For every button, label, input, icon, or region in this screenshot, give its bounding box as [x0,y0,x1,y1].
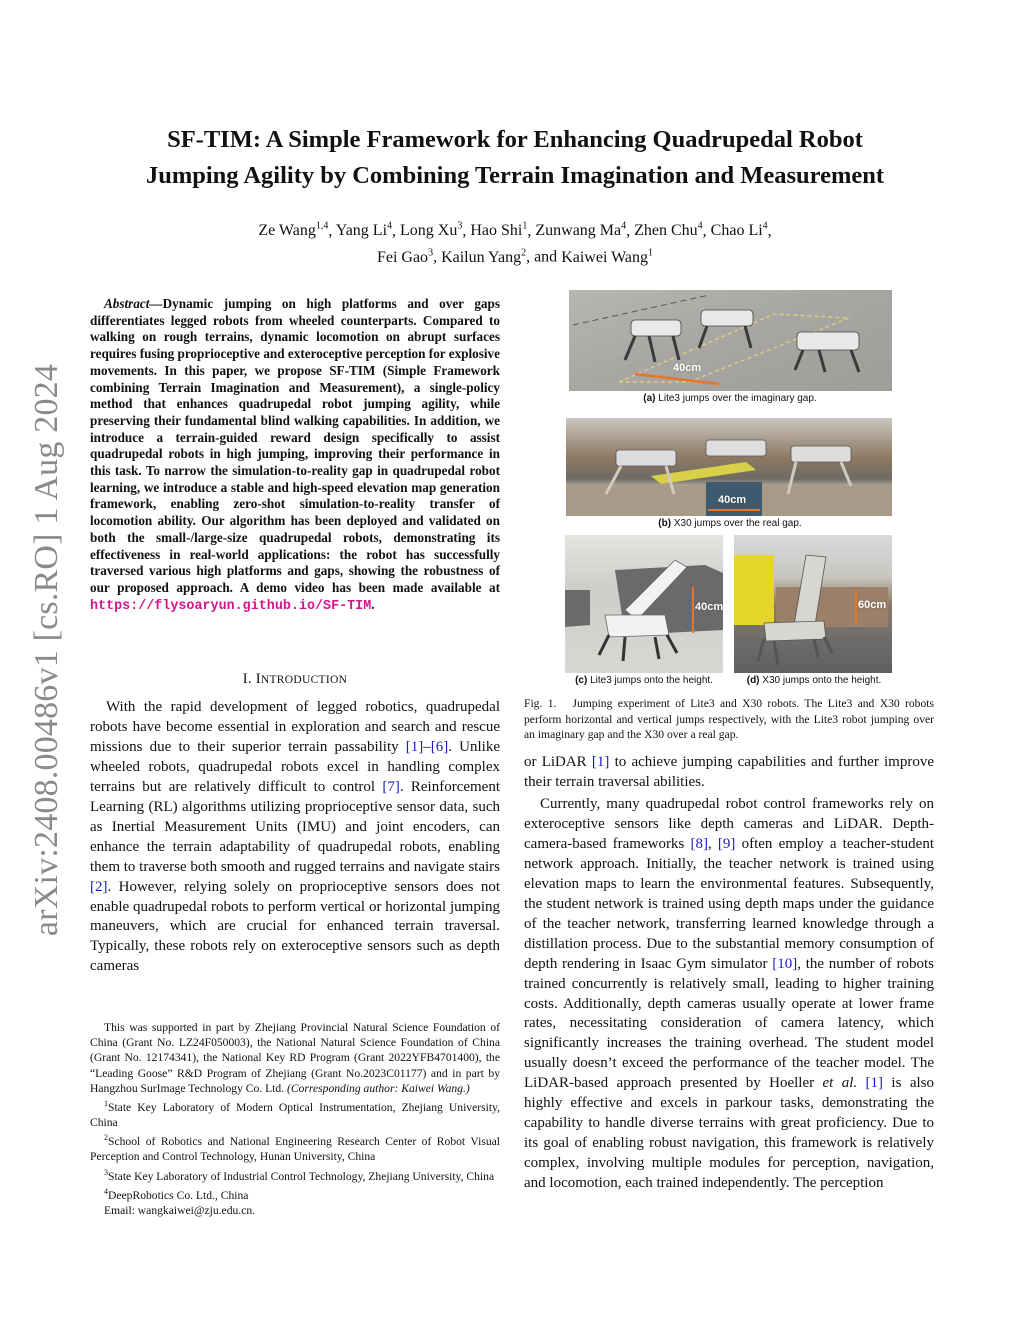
section-heading-introduction: I. INTRODUCTION [242,671,348,687]
figure-panel-d-image [734,535,892,673]
body-paragraph: or LiDAR [1] to achieve jumping capabilities and further improve their terrain traversal abilities. [524,754,934,790]
citation-link[interactable]: [8] [690,835,708,852]
gap-measurement-label: 40cm [718,494,747,506]
author: Yang Li$^4$ [335,221,393,240]
affiliation-note: $^3$State Key Laboratory of Industrial Control Technology, Zhejiang University, China [104,1167,495,1183]
affiliation-note: $^1$State Key Laboratory of Modern Optical Instrumentation, Zhejiang University, China [90,1099,500,1130]
author: Long Xu$^3$ [400,221,463,240]
body-paragraph: Currently, many quadrupedal robot control frameworks rely on exteroceptive sensors like depth cameras and LiDAR. Depth-camera-based frameworks [8], [9] often employ a teacher-student network approach. Initially, the teacher network is trained using elevation maps to learn the environmental features. Subsequently, the student network is trained using depth maps under the guidance of the teacher network, transferring learned knowledge through a distillation process. Due to the substantial memory consumption of depth rendering in Isaac Gym simulator [10], the number of robots trained concurrently is relatively small, leading to higher training costs. Additionally, depth cameras usually operate at lower frame rates, necessitating consideration of camera latency, which significantly increases the training overhead. The student model usually doesn’t exceed the performance of the teacher model. The LiDAR-based approach presented by Hoeller et al. [1] is also highly effective and excels in parkour tasks, demonstrating the capability to handle diverse terrains with great proficiency. Due to its goal of enabling robust navigation, this framework is relatively complex, involving multiple modules for perception, navigation, and locomotion, each trained independently. The perception [524,796,935,1192]
email-note: Email: wangkaiwei@zju.edu.cn. [104,1203,256,1217]
figure-panel-a-image [569,290,892,391]
abstract-label: Abstract— [104,296,163,311]
citation-link[interactable]: [10] [772,955,798,972]
arxiv-identifier: arXiv:2408.00486v1 [cs.RO] 1 Aug 2024 [28,363,65,937]
gap-measurement-label: 40cm [673,362,702,374]
figure-1-caption: Fig. 1. Jumping experiment of Lite3 and X30 robots. The Lite3 and X30 robots perform horizontal and vertical jumps respectively, with the Lite3 robot jumping over an imaginary gap and the X30 over a real gap. [524,697,934,741]
author: Zhen Chu$^4$ [634,221,703,240]
figure-panel-b-caption: (b) X30 jumps over the real gap. [658,518,802,529]
affiliation-note: $^4$DeepRobotics Co. Ltd., China [104,1186,249,1202]
figure-label: Fig. 1. [524,697,557,710]
citation-link[interactable]: [1] [865,1075,884,1092]
height-measurement-label: 60cm [858,599,887,611]
abstract: Abstract—Dynamic jumping on high platforms and over gaps differentiates legged robots from wheeled counterparts. Compared to walking on rough terrains, dynamic locomotion on abrupt surfaces requires fusing proprioceptive and exteroceptive perception for explosive movements. In this paper, we propose SF-TIM (Simple Framework combining Terrain Imagination and Measurement), a single-policy method that enhances quadrupedal robot jumping agility, while preserving their fundamental blind walking capabilities. In addition, we introduce a terrain-guided reward design specifically to assist quadrupedal robots in high jumping, improving their performance in this task. To narrow the simulation-to-reality gap in quadrupedal robot learning, we introduce a stable and high-speed elevation map generation framework, enabling zero-shot simulation-to-reality transfer of locomotion ability. Our algorithm has been deployed and validated on both the small-/large-size quadrupedal robots, demonstrating its effectiveness in real-world applications: the robot has successfully traversed various high platforms and gaps, showing the robustness of our proposed approach. A demo video has been made available at https://flysoaryun.github.io/SF-TIM. [90,296,500,614]
height-measurement-label: 40cm [695,601,723,613]
author: Kaiwei Wang$^1$ [561,247,654,266]
robot-jump-illustration-icon [569,290,892,391]
author: Zunwang Ma$^4$ [535,221,627,240]
introduction-paragraph: With the rapid development of legged robotics, quadrupedal robots have become essential in exploration and search and rescue missions due to their superior terrain passability [1]–[6]. Unlike wheeled robots, quadrupedal robots excel in handling complex terrains but are relatively difficult to control [7]. Reinforcement Learning (RL) algorithms utilizing proprioceptive sensor data, such as Inertial Measurement Units (IMU) and joint encoders, can enhance the terrain adaptability of quadrupedal robots, enabling them to traverse both smooth and rugged terrains and navigate stairs [2]. However, relying solely on proprioceptive sensors does not enable quadrupedal robots to perform vertical or horizontal jumping maneuvers, which are crucial for enhanced terrain traversal. Typically, these robots rely on exteroceptive sensors such as depth cameras [90,699,500,975]
citation-link[interactable]: [9] [717,835,736,852]
citation-link[interactable]: [1] [405,738,424,755]
demo-video-link[interactable]: https://flysoaryun.github.io/SF-TIM [90,598,372,614]
author: Chao Li$^4$ [710,221,768,240]
figure-panel-a-caption: (a) Lite3 jumps over the imaginary gap. [643,393,817,404]
figure-panel-c-caption: (c) Lite3 jumps onto the height. [575,675,713,686]
author: Hao Shi$^1$ [470,221,528,240]
arxiv-stamp [22,330,72,970]
author: Kailun Yang$^2$ [441,247,527,266]
abstract-text: Dynamic jumping on high platforms and over gaps differentiates legged robots from wheeled counterparts. Compared to walking on rough terrains, dynamic locomotion on abrupt surfaces requires fusing proprioceptive and exteroceptive perception for explosive movements. In this paper, we propose SF-TIM (Simple Framework combining Terrain Imagination and Measurement), a single-policy method that enhances quadrupedal robot jumping agility, while preserving their fundamental blind walking capabilities. In addition, we introduce a terrain-guided reward design specifically to assist quadrupedal robots in high jumping, improving their performance in this task. To narrow the simulation-to-reality gap in quadrupedal robot learning, we introduce a stable and high-speed elevation map generation framework, enabling zero-shot simulation-to-reality transfer of locomotion ability. Our algorithm has been deployed and validated on both the small-/large-size quadrupedal robots, demonstrating its effectiveness in real-world applications: the robot has successfully traversed various high platforms and gaps, showing the robustness of our proposed approach. A demo video has been made available at [90,296,500,595]
figure-panel-c-image [565,535,723,673]
title-line-2: Jumping Agility by Combining Terrain Imagination and Measurement [145,162,885,189]
paper-title [60,122,970,194]
author-list: Ze Wang$^{1,4}$, Yang Li$^4$, Long Xu$^3$, Hao Shi$^1$, Zunwang Ma$^4$, Zhen Chu$^4$, Chao Li$^4$, Fei Gao$^3$, Kailun Yang$^2$, and Kaiwei Wang$^1$ [258,221,772,266]
author: Fei Gao$^3$ [376,247,434,266]
figure-panel-d-caption: (d) X30 jumps onto the height. [746,675,882,686]
citation-link[interactable]: [2] [90,878,108,895]
citation-link[interactable]: [7] [382,778,400,795]
author: Ze Wang$^{1,4}$ [258,221,329,240]
title-line-1: SF-TIM: A Simple Framework for Enhancing Quadrupedal Robot [167,126,863,153]
affiliation-note: $^2$School of Robotics and National Engineering Research Center of Robot Visual Perception and Control Technology, Hunan University, China [90,1133,500,1164]
funding-note: This was supported in part by Zhejiang Provincial Natural Science Foundation of China (Grant No. LZ24F050003), the National Natural Science Foundation of China (Grant No. 12174341), the National Key RD Program (Grant 2022YFB4701400), the “Leading Goose” R&D Program of Zhejiang (Grant No.2023C01177) and in part by Hangzhou SurImage Technology Co. Ltd. (Corresponding author: Kaiwei Wang.) [90,1021,500,1095]
citation-link[interactable]: [6] [430,738,449,755]
footnotes [90,1020,500,1218]
citation-link[interactable]: [1] [591,754,610,770]
figure-panel-b-image [566,418,892,516]
